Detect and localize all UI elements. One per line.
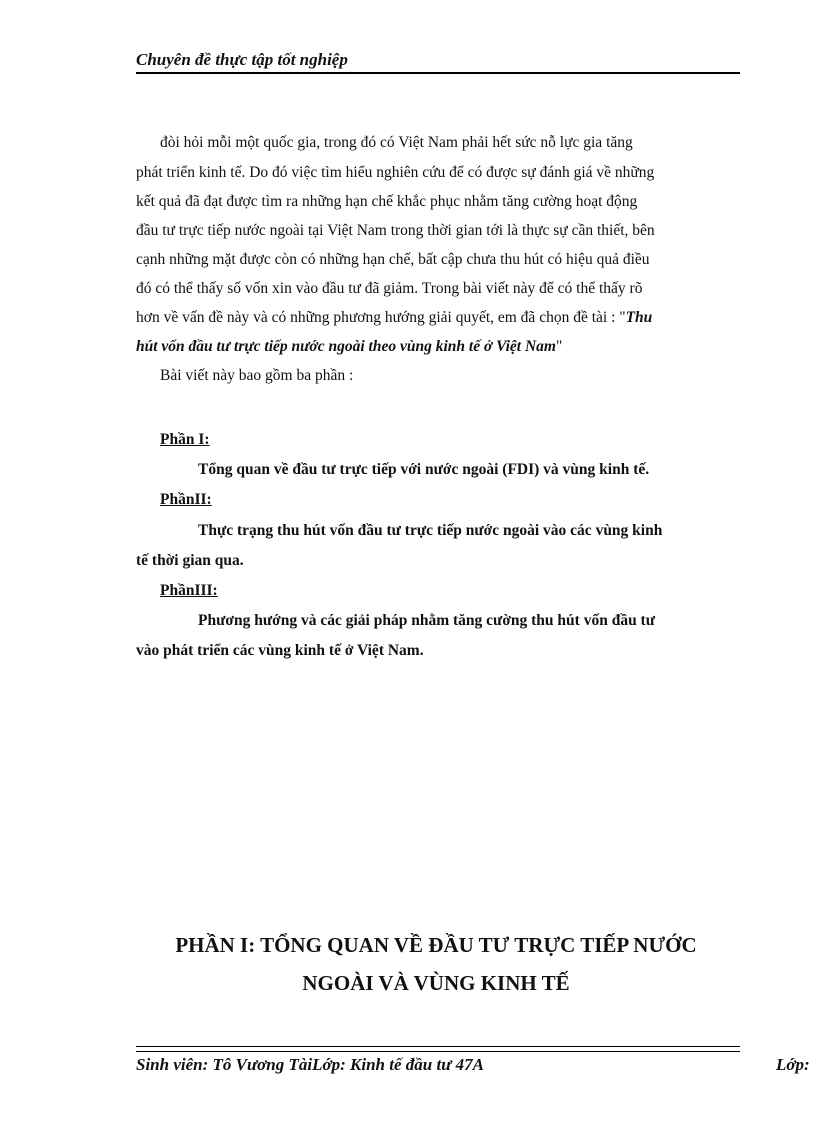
paragraph-line: kết quả đã đạt được tìm ra những hạn chế khắc phục nhằm tăng cường hoạt động bbox=[136, 193, 638, 210]
section-title: PHẦN I: TỔNG QUAN VỀ ĐẦU TƯ TRỰC TIẾP NƯỚC bbox=[175, 933, 697, 957]
footer-rule bbox=[136, 1046, 740, 1052]
part-1-label: Phần I: bbox=[160, 431, 210, 448]
part-3-text: Phương hướng và các giải pháp nhằm tăng cường thu hút vốn đầu tư bbox=[198, 612, 656, 629]
part-3-label: PhầnIII: bbox=[160, 582, 218, 599]
header-title: Chuyên đề thực tập tốt nghiệp bbox=[136, 50, 348, 69]
part-label bbox=[160, 425, 760, 454]
topic-close-quote: " bbox=[556, 338, 563, 355]
parts-intro: Bài viết này bao gồm ba phần : bbox=[160, 367, 354, 384]
part-label bbox=[160, 576, 760, 605]
part-1-text: Tổng quan về đầu tư trực tiếp với nước ngoài (FDI) và vùng kinh tế. bbox=[198, 461, 650, 478]
topic-title: hút vốn đầu tư trực tiếp nước ngoài theo vùng kinh tế ở Việt Nam bbox=[136, 338, 556, 355]
paragraph-line-text: hơn về vấn đề này và có những phương hướng giải quyết, em đã chọn đề tài : " bbox=[136, 309, 626, 326]
paragraph-line: phát triển kinh tế. Do đó việc tìm hiểu nghiên cứu để có được sự đánh giá về những bbox=[136, 164, 655, 181]
footer-student: Sinh viên: Tô Vương TàiLớp: Kinh tế đầu tư 47A bbox=[136, 1055, 484, 1074]
part-label bbox=[160, 485, 760, 514]
footer-class-label: Lớp: bbox=[776, 1055, 810, 1074]
topic-title-start: Thu bbox=[625, 309, 653, 326]
part-2-text: Thực trạng thu hút vốn đầu tư trực tiếp nước ngoài vào các vùng kinh bbox=[198, 522, 663, 539]
section-title: NGOÀI VÀ VÙNG KINH TẾ bbox=[302, 971, 570, 995]
paragraph-line: đòi hỏi mỗi một quốc gia, trong đó có Việt Nam phải hết sức nỗ lực gia tăng bbox=[160, 134, 633, 151]
paragraph-line bbox=[136, 303, 736, 332]
part-2-label: PhầnII: bbox=[160, 491, 212, 508]
part-2-text: tế thời gian qua. bbox=[136, 552, 244, 569]
part-3-text: vào phát triển các vùng kinh tế ở Việt Nam. bbox=[136, 642, 424, 659]
paragraph-line bbox=[136, 332, 736, 361]
paragraph-line: đầu tư trực tiếp nước ngoài tại Việt Nam trong thời gian tới là thực sự cần thiết, bên bbox=[136, 222, 655, 239]
page-header bbox=[136, 48, 740, 74]
paragraph-line: cạnh những mặt được còn có những hạn chế, bất cập chưa thu hút có hiệu quả điều bbox=[136, 251, 650, 268]
paragraph-line: đó có thể thấy số vốn xin vào đầu tư đã giảm. Trong bài viết này để có thể thấy rõ bbox=[136, 280, 643, 297]
